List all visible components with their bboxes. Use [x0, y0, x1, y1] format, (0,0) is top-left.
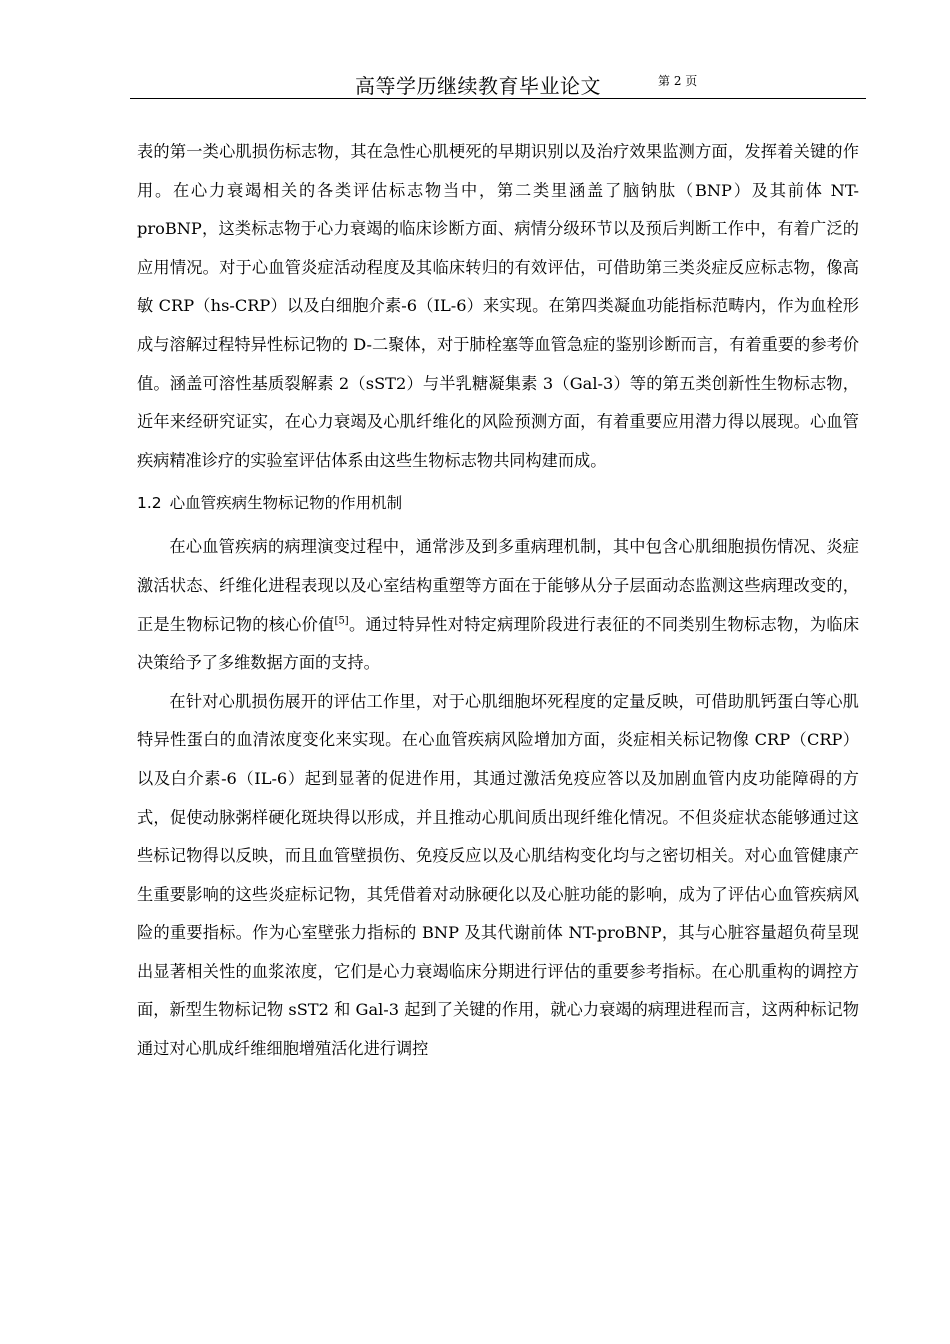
paragraph-2-text: 在心血管疾病的病理演变过程中，通常涉及到多重病理机制，其中包含心肌细胞损伤情况、炎症激活状态、纤维化进程表现以及心室结构重塑等方面在于能够从分子层面动态监测这些病理改变的，正是生物标记物的核心价值: [137, 537, 859, 634]
body-text: [137, 133, 859, 1069]
paragraph-1: 表的第一类心肌损伤标志物，其在急性心肌梗死的早期识别以及治疗效果监测方面，发挥着关键的作用。在心力衰竭相关的各类评估标志物当中，第二类里涵盖了脑钠肽（BNP）及其前体 NT-proBNP，这类标志物于心力衰竭的临床诊断方面、病情分级环节以及预后判断工作中，有着广泛的应用情况。对于心血管炎症活动程度及其临床转归的有效评估，可借助第三类炎症反应标志物，像高敏 CRP（hs-CRP）以及白细胞介素-6（IL-6）来实现。在第四类凝血功能指标范畴内，作为血栓形成与溶解过程特异性标记物的 D-二聚体，对于肺栓塞等血管急症的鉴别诊断而言，有着重要的参考价值。涵盖可溶性基质裂解素 2（sST2）与半乳糖凝集素 3（Gal-3）等的第五类创新性生物标志物，近年来经研究证实，在心力衰竭及心肌纤维化的风险预测方面，有着重要应用潜力得以展现。心血管疾病精准诊疗的实验室评估体系由这些生物标志物共同构建而成。: [137, 142, 859, 470]
section-number: 1.2: [137, 494, 162, 513]
section-title: 心血管疾病生物标记物的作用机制: [169, 494, 403, 513]
paragraph-2-text-after: 。通过特异性对特定病理阶段进行表征的不同类别生物标志物，为临床决策给予了多维数据方面的支持。: [137, 614, 860, 673]
citation-ref: [5]: [334, 615, 349, 627]
header-page-number: 第 2 页: [658, 74, 698, 88]
paragraph-3: 在针对心肌损伤展开的评估工作里，对于心肌细胞坏死程度的定量反映，可借助肌钙蛋白等心肌特异性蛋白的血清浓度变化来实现。在心血管疾病风险增加方面，炎症相关标记物像 CRP（CRP）以及白介素-6（IL-6）起到显著的促进作用，其通过激活免疫应答以及加剧血管内皮功能障碍的方式，促使动脉粥样硬化斑块得以形成，并且推动心肌间质出现纤维化情况。不但炎症状态能够通过这些标记物得以反映，而且血管壁损伤、免疫反应以及心肌结构变化均与之密切相关。对心血管健康产生重要影响的这些炎症标记物，其凭借着对动脉硬化以及心脏功能的影响，成为了评估心血管疾病风险的重要指标。作为心室壁张力指标的 BNP 及其代谢前体 NT-proBNP，其与心脏容量超负荷呈现出显著相关性的血浆浓度，它们是心力衰竭临床分期进行评估的重要参考指标。在心肌重构的调控方面，新型生物标记物 sST2 和 Gal-3 起到了关键的作用，就心力衰竭的病理进程而言，这两种标记物通过对心肌成纤维细胞增殖活化进行调控: [137, 691, 859, 1059]
section-heading: [137, 485, 859, 521]
header-title: 高等学历继续教育毕业论文: [355, 74, 601, 98]
page-header: [130, 68, 866, 99]
paragraph-2: [137, 528, 859, 682]
